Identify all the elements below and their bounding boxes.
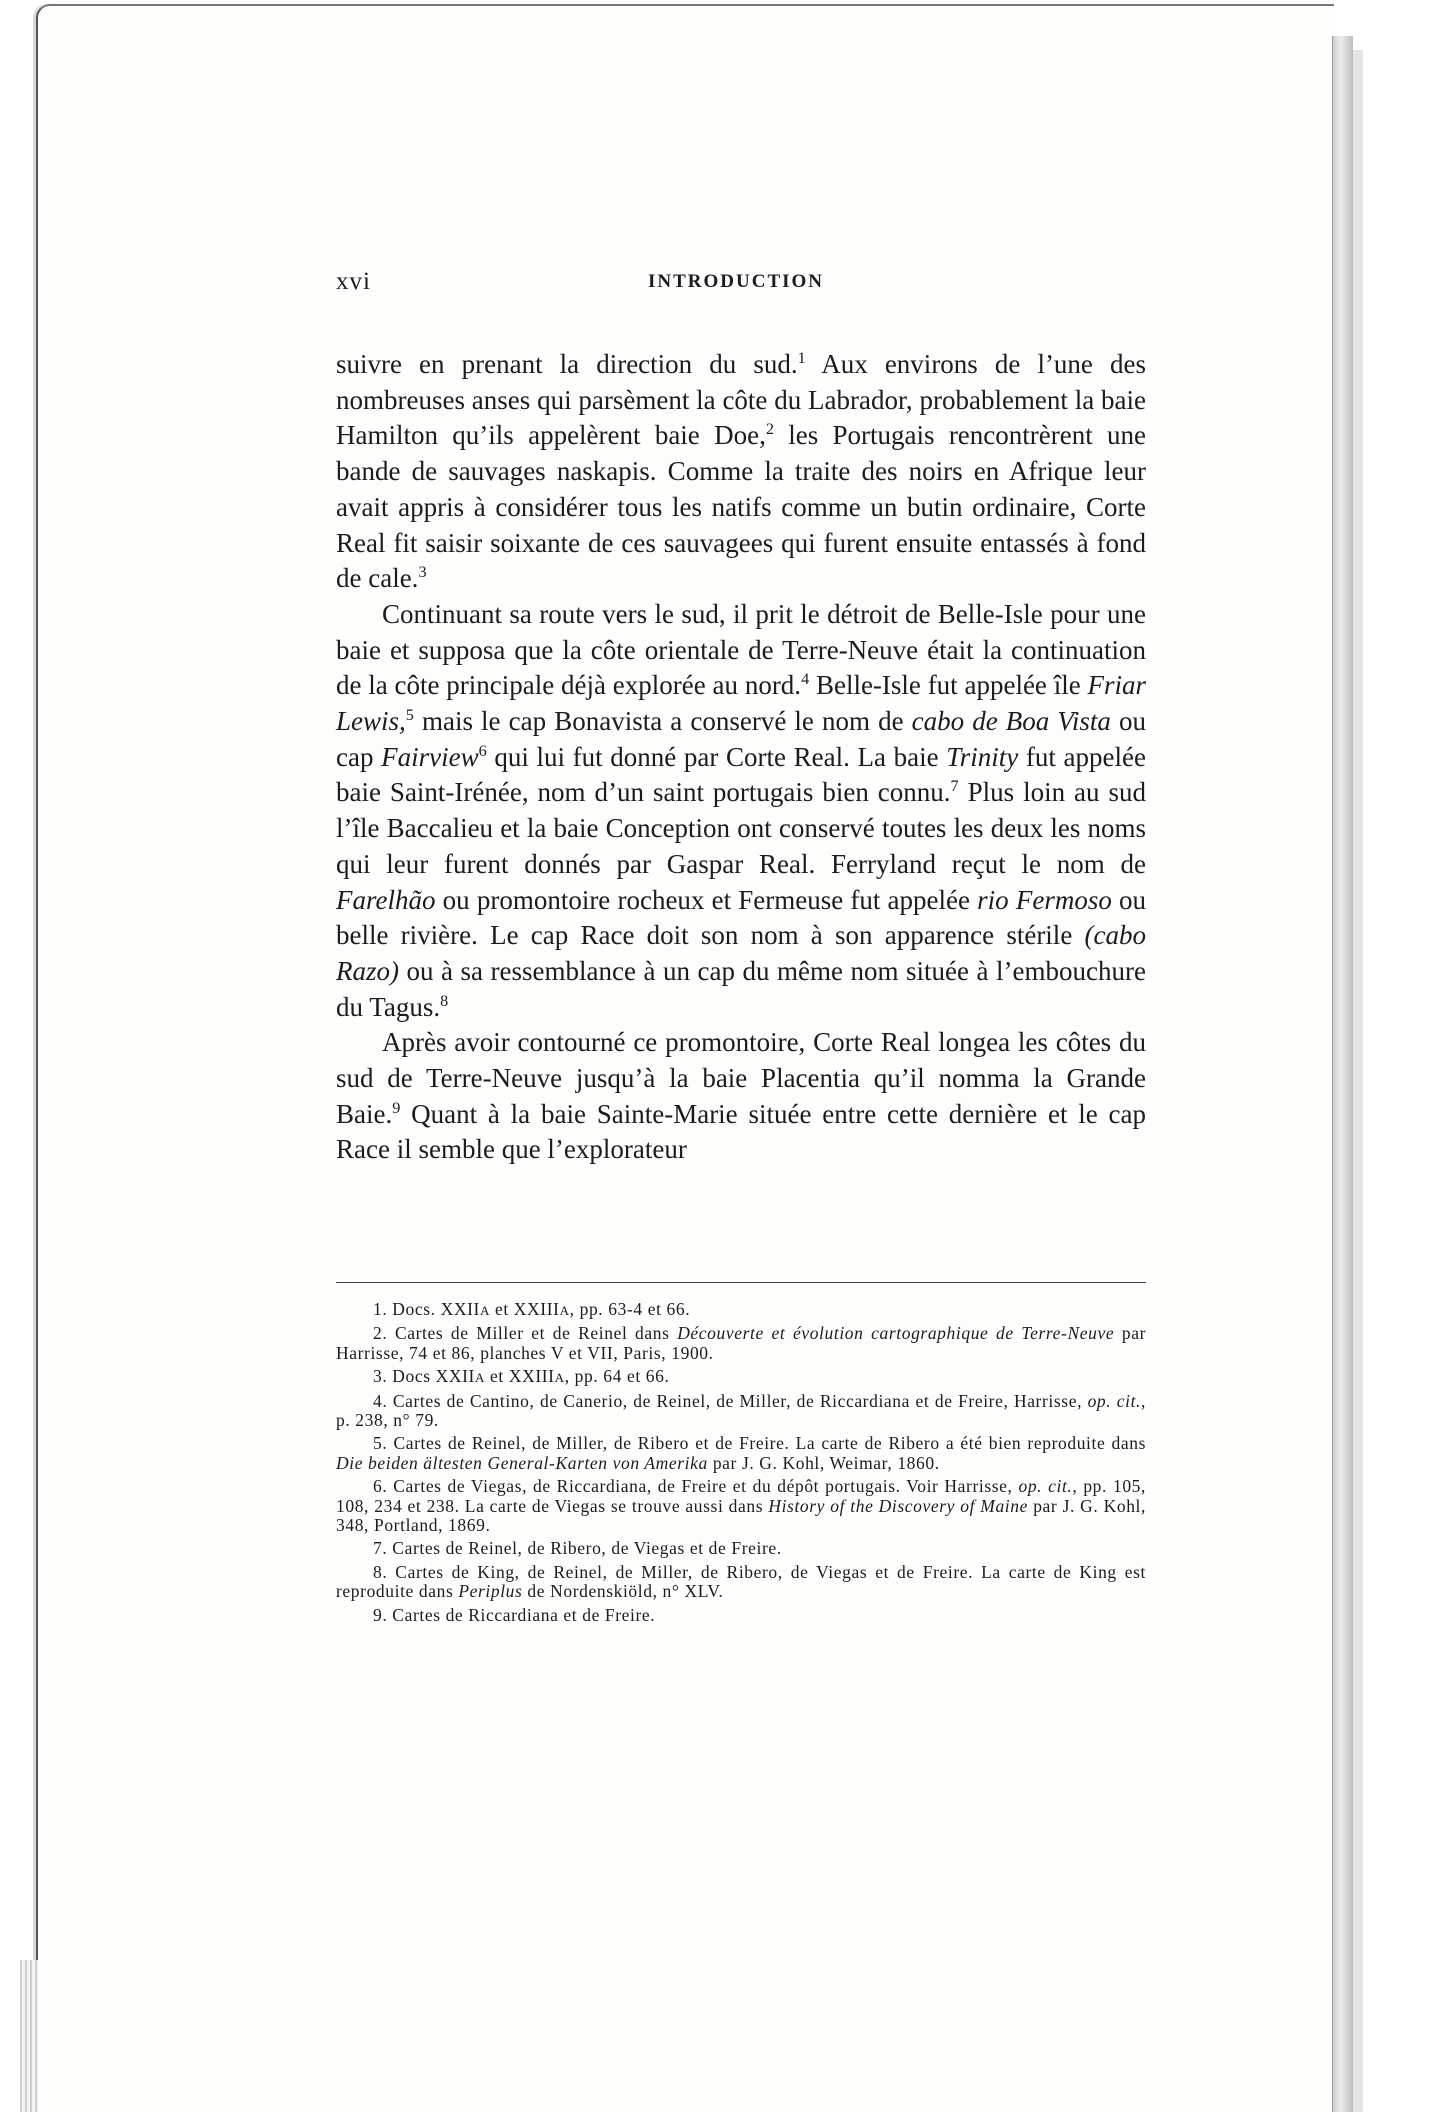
footnote: 8. Cartes de King, de Reinel, de Miller, de Ribero, de Viegas et de Freire. La carte de King est reproduite dans Periplus de Nordenskiöld, n° XLV.: [336, 1561, 1146, 1602]
footnote: 4. Cartes de Cantino, de Canerio, de Reinel, de Miller, de Riccardiana et de Freire, Harrisse, op. cit., p. 238, n° 79.: [336, 1390, 1146, 1431]
footnotes: [336, 1300, 1146, 1629]
footnote: 6. Cartes de Viegas, de Riccardiana, de Freire et du dépôt portugais. Voir Harrisse, op. cit., pp. 105, 108, 234 et 238. La carte de Viegas se trouve aussi dans History of the Discovery of Maine par J. G. Kohl, 348, Portland, 1869.: [336, 1476, 1146, 1536]
body-paragraph: Après avoir contourné ce promontoire, Corte Real longea les côtes du sud de Terre-Neuve jusqu’à la baie Placentia qu’il nomma la Grande Baie.$^9$ Quant à la baie Sainte-Marie située entre cette dernière et le cap Race il semble que l’explorateur: [336, 1027, 1146, 1165]
body-text: [336, 347, 1146, 1168]
footnote-rule: [336, 1282, 1146, 1283]
footnote: 3. Docs XXIIA et XXIIIA, pp. 64 et 66.: [373, 1366, 670, 1387]
footnote: 7. Cartes de Reinel, de Ribero, de Viegas et de Freire.: [373, 1538, 782, 1559]
footnote: 1. Docs. XXIIA et XXIIIA, pp. 63-4 et 66.: [373, 1299, 691, 1319]
footnote: 5. Cartes de Reinel, de Miller, de Ribero et de Freire. La carte de Ribero a été bien reproduite dans Die beiden ältesten General-Karten von Amerika par J. G. Kohl, Weimar, 1860.: [336, 1433, 1146, 1473]
left-page-edges: [20, 1960, 38, 2112]
page-number: xvi: [336, 268, 371, 295]
running-head: INTRODUCTION: [648, 271, 825, 292]
page-header: [336, 268, 1146, 304]
footnote: 9. Cartes de Riccardiana et de Freire.: [373, 1604, 656, 1625]
footnote: 2. Cartes de Miller et de Reinel dans Découverte et évolution cartographique de Terre-Neuve par Harrisse, 74 et 86, planches V et VII, Paris, 1900.: [336, 1323, 1147, 1363]
page-edge: [1332, 36, 1353, 2112]
body-paragraph: Continuant sa route vers le sud, il prit le détroit de Belle-Isle pour une baie et supposa que la côte orientale de Terre-Neuve était la continuation de la côte principale déjà explorée au nord.$^4$ Belle-Isle fut appelée île Friar Lewis,$^5$ mais le cap Bonavista a conservé le nom de cabo de Boa Vista ou cap Fairview$^6$ qui lui fut donné par Corte Real. La baie Trinity fut appelée baie Saint-Irénée, nom d’un saint portugais bien connu.$^7$ Plus loin au sud l’île Baccalieu et la baie Conception ont conservé toutes les deux les noms qui leur furent donnés par Gaspar Real. Ferryland reçut le nom de Farelhão ou promontoire rocheux et Fermeuse fut appelée rio Fermoso ou belle rivière. Le cap Race doit son nom à son apparence stérile (cabo Razo) ou à sa ressemblance à un cap du même nom située à l’embouchure du Tagus.$^8$: [336, 598, 1147, 1022]
body-paragraph: suivre en prenant la direction du sud.$^1$ Aux environs de l’une des nombreuses anses qui parsèment la côte du Labrador, probablement la baie Hamilton qu’ils appelèrent baie Doe,$^2$ les Portugais rencontrèrent une bande de sauvages naskapis. Comme la traite des noirs en Afrique leur avait appris à considérer tous les natifs comme un butin ordinaire, Corte Real fit saisir soixante de ces sauvagees qui furent ensuite entassés à fond de cale.$^3$: [336, 349, 1147, 594]
page-edge-inner: [1352, 50, 1363, 2112]
